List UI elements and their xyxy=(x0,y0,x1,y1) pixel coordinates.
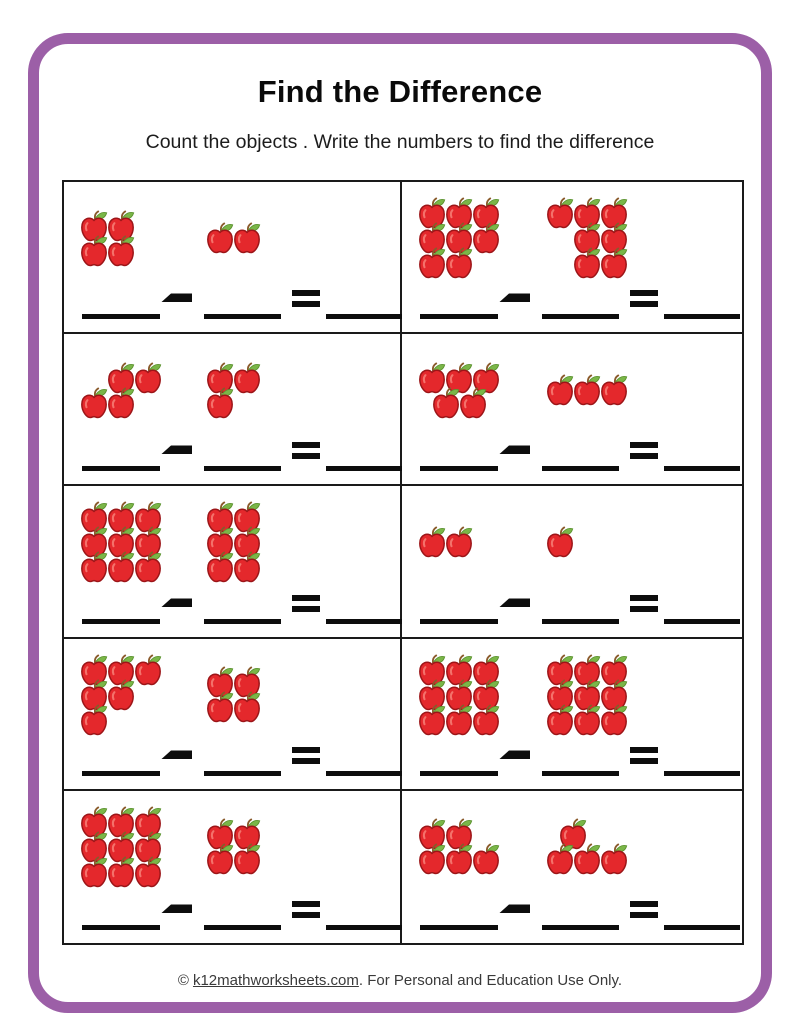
subtrahend-answer-blank xyxy=(204,314,281,319)
apple-row xyxy=(545,704,626,736)
minuend-answer-blank xyxy=(82,925,160,930)
equals-icon xyxy=(292,442,320,459)
apple-icon xyxy=(471,222,501,254)
apple-row xyxy=(545,374,626,406)
subtrahend-apple-group xyxy=(545,188,626,288)
subtrahend-answer-blank xyxy=(542,925,619,930)
apple-row xyxy=(417,526,471,558)
subtrahend-apple-group xyxy=(205,340,259,440)
subtrahend-apple-group xyxy=(205,645,259,745)
difference-answer-blank xyxy=(664,314,740,319)
equals-icon xyxy=(630,901,658,918)
subtrahend-apple-group xyxy=(545,340,626,440)
apple-icon xyxy=(232,843,262,875)
minuend-apple-group xyxy=(79,492,160,592)
page-title: Find the Difference xyxy=(257,74,543,109)
apple-icon xyxy=(417,526,447,558)
problem-cell xyxy=(402,182,742,334)
subtrahend-answer-blank xyxy=(204,771,281,776)
minuend-apple-group xyxy=(79,645,160,745)
equals-icon xyxy=(292,290,320,307)
minus-icon xyxy=(160,444,193,455)
apple-icon xyxy=(79,551,109,583)
difference-answer-blank xyxy=(664,925,740,930)
minuend-answer-blank xyxy=(420,619,498,624)
apple-icon xyxy=(232,691,262,723)
minus-icon xyxy=(160,749,193,760)
equals-icon xyxy=(630,442,658,459)
apple-icon xyxy=(431,387,461,419)
apple-icon xyxy=(232,362,262,394)
difference-answer-blank xyxy=(326,314,402,319)
equals-icon xyxy=(630,747,658,764)
apple-row xyxy=(79,704,106,736)
minuend-apple-group xyxy=(417,797,498,897)
minuend-answer-blank xyxy=(420,314,498,319)
difference-answer-blank xyxy=(326,619,402,624)
minuend-answer-blank xyxy=(82,466,160,471)
subtrahend-answer-blank xyxy=(204,619,281,624)
apple-icon xyxy=(471,843,501,875)
apple-row xyxy=(79,551,160,583)
subtrahend-answer-blank xyxy=(542,771,619,776)
minus-icon xyxy=(498,597,531,608)
footer-note: . For Personal and Education Use Only. xyxy=(358,972,623,989)
apple-icon xyxy=(545,374,575,406)
minuend-apple-group xyxy=(417,188,498,288)
apple-icon xyxy=(572,843,602,875)
minus-icon xyxy=(498,292,531,303)
apple-icon xyxy=(133,551,163,583)
apple-row xyxy=(545,526,572,558)
problem-cell xyxy=(402,486,742,638)
apple-icon xyxy=(599,704,629,736)
apple-icon xyxy=(133,856,163,888)
minuend-apple-group xyxy=(79,797,160,897)
apple-row xyxy=(431,387,485,419)
apple-icon xyxy=(444,526,474,558)
minuend-apple-group xyxy=(417,645,498,745)
subtrahend-answer-blank xyxy=(204,466,281,471)
apple-row xyxy=(545,843,626,875)
apple-icon xyxy=(458,387,488,419)
apple-icon xyxy=(417,704,447,736)
apple-icon xyxy=(545,197,575,229)
subtrahend-answer-blank xyxy=(204,925,281,930)
apple-row xyxy=(79,856,160,888)
apple-icon xyxy=(444,247,474,279)
apple-icon xyxy=(232,222,262,254)
apple-row xyxy=(417,843,498,875)
apple-icon xyxy=(133,362,163,394)
problem-cell xyxy=(64,639,402,791)
minuend-apple-group xyxy=(417,340,498,440)
apple-icon xyxy=(444,843,474,875)
apple-icon xyxy=(106,551,136,583)
subtrahend-answer-blank xyxy=(542,619,619,624)
apple-icon xyxy=(205,551,235,583)
difference-answer-blank xyxy=(326,466,402,471)
apple-icon xyxy=(417,843,447,875)
apple-icon xyxy=(79,704,109,736)
minuend-answer-blank xyxy=(420,466,498,471)
subtrahend-apple-group xyxy=(205,188,259,288)
apple-icon xyxy=(205,387,235,419)
apple-row xyxy=(79,387,133,419)
difference-answer-blank xyxy=(664,771,740,776)
problem-cell xyxy=(64,334,402,486)
apple-row xyxy=(417,247,471,279)
subtrahend-answer-blank xyxy=(542,314,619,319)
subtrahend-answer-blank xyxy=(542,466,619,471)
apple-icon xyxy=(106,679,136,711)
apple-icon xyxy=(572,374,602,406)
equals-icon xyxy=(292,595,320,612)
apple-row xyxy=(205,691,259,723)
subtrahend-apple-group xyxy=(545,797,626,897)
minuend-apple-group xyxy=(79,188,133,288)
equals-icon xyxy=(292,901,320,918)
apple-icon xyxy=(79,235,109,267)
problem-cell xyxy=(402,334,742,486)
equals-icon xyxy=(630,595,658,612)
subtrahend-apple-group xyxy=(545,645,626,745)
problem-cell xyxy=(402,639,742,791)
apple-icon xyxy=(599,374,629,406)
problem-cell xyxy=(402,791,742,943)
minus-icon xyxy=(160,597,193,608)
apple-icon xyxy=(106,856,136,888)
apple-row xyxy=(205,551,259,583)
minuend-apple-group xyxy=(417,492,471,592)
problem-cell xyxy=(64,486,402,638)
footer-link[interactable]: k12mathworksheets.com xyxy=(192,972,359,989)
apple-icon xyxy=(79,387,109,419)
subtrahend-apple-group xyxy=(545,492,572,592)
apple-icon xyxy=(444,704,474,736)
subtrahend-apple-group xyxy=(205,492,259,592)
problem-cell xyxy=(64,791,402,943)
minus-icon xyxy=(498,749,531,760)
apple-icon xyxy=(471,704,501,736)
apple-icon xyxy=(572,704,602,736)
apple-icon xyxy=(232,551,262,583)
apple-icon xyxy=(417,247,447,279)
apple-icon xyxy=(79,856,109,888)
apple-row xyxy=(79,235,133,267)
equals-icon xyxy=(630,290,658,307)
difference-answer-blank xyxy=(664,466,740,471)
minus-icon xyxy=(498,444,531,455)
apple-row xyxy=(205,387,232,419)
apple-icon xyxy=(106,387,136,419)
difference-answer-blank xyxy=(326,925,402,930)
apple-icon xyxy=(599,843,629,875)
equals-icon xyxy=(292,747,320,764)
instruction-text: Count the objects . Write the numbers to find the difference xyxy=(145,131,655,153)
difference-answer-blank xyxy=(664,619,740,624)
apple-icon xyxy=(545,704,575,736)
apple-icon xyxy=(106,235,136,267)
apple-icon xyxy=(545,843,575,875)
apple-row xyxy=(417,704,498,736)
apple-icon xyxy=(205,222,235,254)
apple-icon xyxy=(205,843,235,875)
minus-icon xyxy=(160,292,193,303)
apple-icon xyxy=(205,691,235,723)
apple-icon xyxy=(545,526,575,558)
minus-icon xyxy=(498,903,531,914)
minus-icon xyxy=(160,903,193,914)
apple-icon xyxy=(599,247,629,279)
minuend-answer-blank xyxy=(420,771,498,776)
minuend-answer-blank xyxy=(82,771,160,776)
minuend-answer-blank xyxy=(82,314,160,319)
apple-icon xyxy=(572,247,602,279)
footer-copyright: © xyxy=(177,972,189,989)
apple-row xyxy=(572,247,626,279)
minuend-apple-group xyxy=(79,340,160,440)
apple-icon xyxy=(133,654,163,686)
problems-grid xyxy=(62,180,744,945)
minuend-answer-blank xyxy=(82,619,160,624)
minuend-answer-blank xyxy=(420,925,498,930)
subtrahend-apple-group xyxy=(205,797,259,897)
footer xyxy=(0,972,800,989)
difference-answer-blank xyxy=(326,771,402,776)
problem-cell xyxy=(64,182,402,334)
apple-row xyxy=(205,222,259,254)
apple-row xyxy=(205,843,259,875)
